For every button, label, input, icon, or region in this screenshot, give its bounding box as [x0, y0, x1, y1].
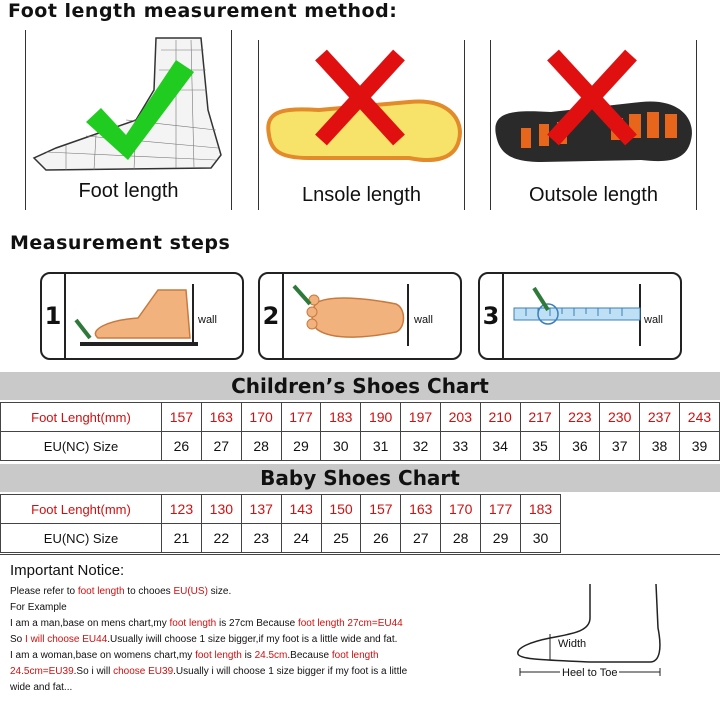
children-size-table: [0, 402, 720, 461]
table-cell: 33: [440, 432, 480, 461]
table-cell: 21: [162, 524, 202, 553]
table-cell: 137: [241, 495, 281, 524]
table-cell: 27: [401, 524, 441, 553]
table-cell: 183: [321, 403, 361, 432]
table-cell: 190: [361, 403, 401, 432]
step-3-illustration: [506, 280, 656, 352]
baby-chart-title: Baby Shoes Chart: [0, 464, 720, 492]
outsole-illustration: [491, 40, 696, 170]
table-row: [1, 432, 720, 461]
table-cell: 28: [241, 432, 281, 461]
page-title: Foot length measurement method:: [8, 0, 398, 22]
table-cell: 37: [600, 432, 640, 461]
table-cell: 237: [640, 403, 680, 432]
step-2-box: [258, 272, 462, 360]
children-chart-title: Children’s Shoes Chart: [0, 372, 720, 400]
table-cell: 30: [521, 524, 561, 553]
notice-body: [10, 584, 510, 696]
table-cell: 23: [241, 524, 281, 553]
table-cell: 183: [521, 495, 561, 524]
diagram-width-label: Width: [558, 638, 587, 650]
table-cell: 39: [679, 432, 719, 461]
table-cell: 143: [281, 495, 321, 524]
notice-line-4: So I will choose EU44.Usually iwill choose 1 size bigger,if my foot is a little wide and fat.: [10, 634, 398, 645]
table-cell: 31: [361, 432, 401, 461]
table-cell: 170: [441, 495, 481, 524]
notice-title: Important Notice:: [10, 562, 125, 579]
table-cell: 32: [401, 432, 441, 461]
steps-title: Measurement steps: [10, 232, 231, 254]
table-cell: 35: [520, 432, 560, 461]
foot-wireframe-illustration: [26, 30, 231, 180]
method-label: Outsole length: [529, 184, 658, 206]
step-1-illustration: [68, 280, 218, 352]
method-foot-length: [25, 30, 232, 210]
table-cell: 210: [480, 403, 520, 432]
table-cell: 36: [560, 432, 600, 461]
method-label: Foot length: [78, 180, 179, 202]
baby-size-table: [0, 494, 561, 553]
step-number: 1: [42, 274, 66, 358]
table-cell: 25: [321, 524, 361, 553]
table-cell: 203: [440, 403, 480, 432]
table-cell: 30: [321, 432, 361, 461]
table-cell: 230: [600, 403, 640, 432]
wall-label: wall: [644, 314, 663, 326]
table-cell: 34: [480, 432, 520, 461]
table-cell: 27: [201, 432, 241, 461]
notice-line-6: 24.5cm=EU39.So i will choose EU39.Usually i will choose 1 size bigger if my foot is a little: [10, 666, 408, 677]
table-cell: 163: [201, 403, 241, 432]
row-header: Foot Lenght(mm): [1, 403, 162, 432]
row-header: EU(NC) Size: [1, 432, 162, 461]
row-header: Foot Lenght(mm): [1, 495, 162, 524]
notice-divider: [0, 554, 720, 555]
table-cell: 223: [560, 403, 600, 432]
table-cell: 157: [361, 495, 401, 524]
table-row: [1, 524, 561, 553]
table-row: [1, 495, 561, 524]
table-cell: 157: [162, 403, 202, 432]
table-cell: 217: [520, 403, 560, 432]
step-1-box: [40, 272, 244, 360]
diagram-heel-label: Heel to Toe: [562, 667, 618, 679]
table-cell: 38: [640, 432, 680, 461]
step-number: 3: [480, 274, 504, 358]
method-outsole-length: [490, 40, 697, 210]
table-cell: 24: [281, 524, 321, 553]
table-cell: 243: [679, 403, 719, 432]
insole-illustration: [259, 40, 464, 170]
step-3-box: [478, 272, 682, 360]
table-cell: 177: [281, 403, 321, 432]
notice-line-1: Please refer to foot length to chooes EU(US) size.: [10, 586, 232, 597]
table-cell: 170: [241, 403, 281, 432]
notice-line-5: I am a woman,base on womens chart,my foot length is 24.5cm.Because foot length: [10, 650, 379, 661]
wall-label: wall: [414, 314, 433, 326]
table-cell: 163: [401, 495, 441, 524]
table-cell: 130: [201, 495, 241, 524]
notice-line-7: wide and fat...: [10, 682, 73, 693]
method-label: Lnsole length: [302, 184, 421, 206]
table-cell: 123: [162, 495, 202, 524]
table-cell: 177: [481, 495, 521, 524]
wall-label: wall: [198, 314, 217, 326]
notice-line-3: I am a man,base on mens chart,my foot length is 27cm Because foot length 27cm=EU44: [10, 618, 403, 629]
table-cell: 28: [441, 524, 481, 553]
table-cell: 26: [162, 432, 202, 461]
method-insole-length: [258, 40, 465, 210]
notice-line-2: For Example: [10, 602, 67, 613]
row-header: EU(NC) Size: [1, 524, 162, 553]
table-cell: 22: [201, 524, 241, 553]
step-number: 2: [260, 274, 284, 358]
table-cell: 29: [481, 524, 521, 553]
table-cell: 26: [361, 524, 401, 553]
table-cell: 29: [281, 432, 321, 461]
table-row: [1, 403, 720, 432]
table-cell: 197: [401, 403, 441, 432]
table-cell: 150: [321, 495, 361, 524]
